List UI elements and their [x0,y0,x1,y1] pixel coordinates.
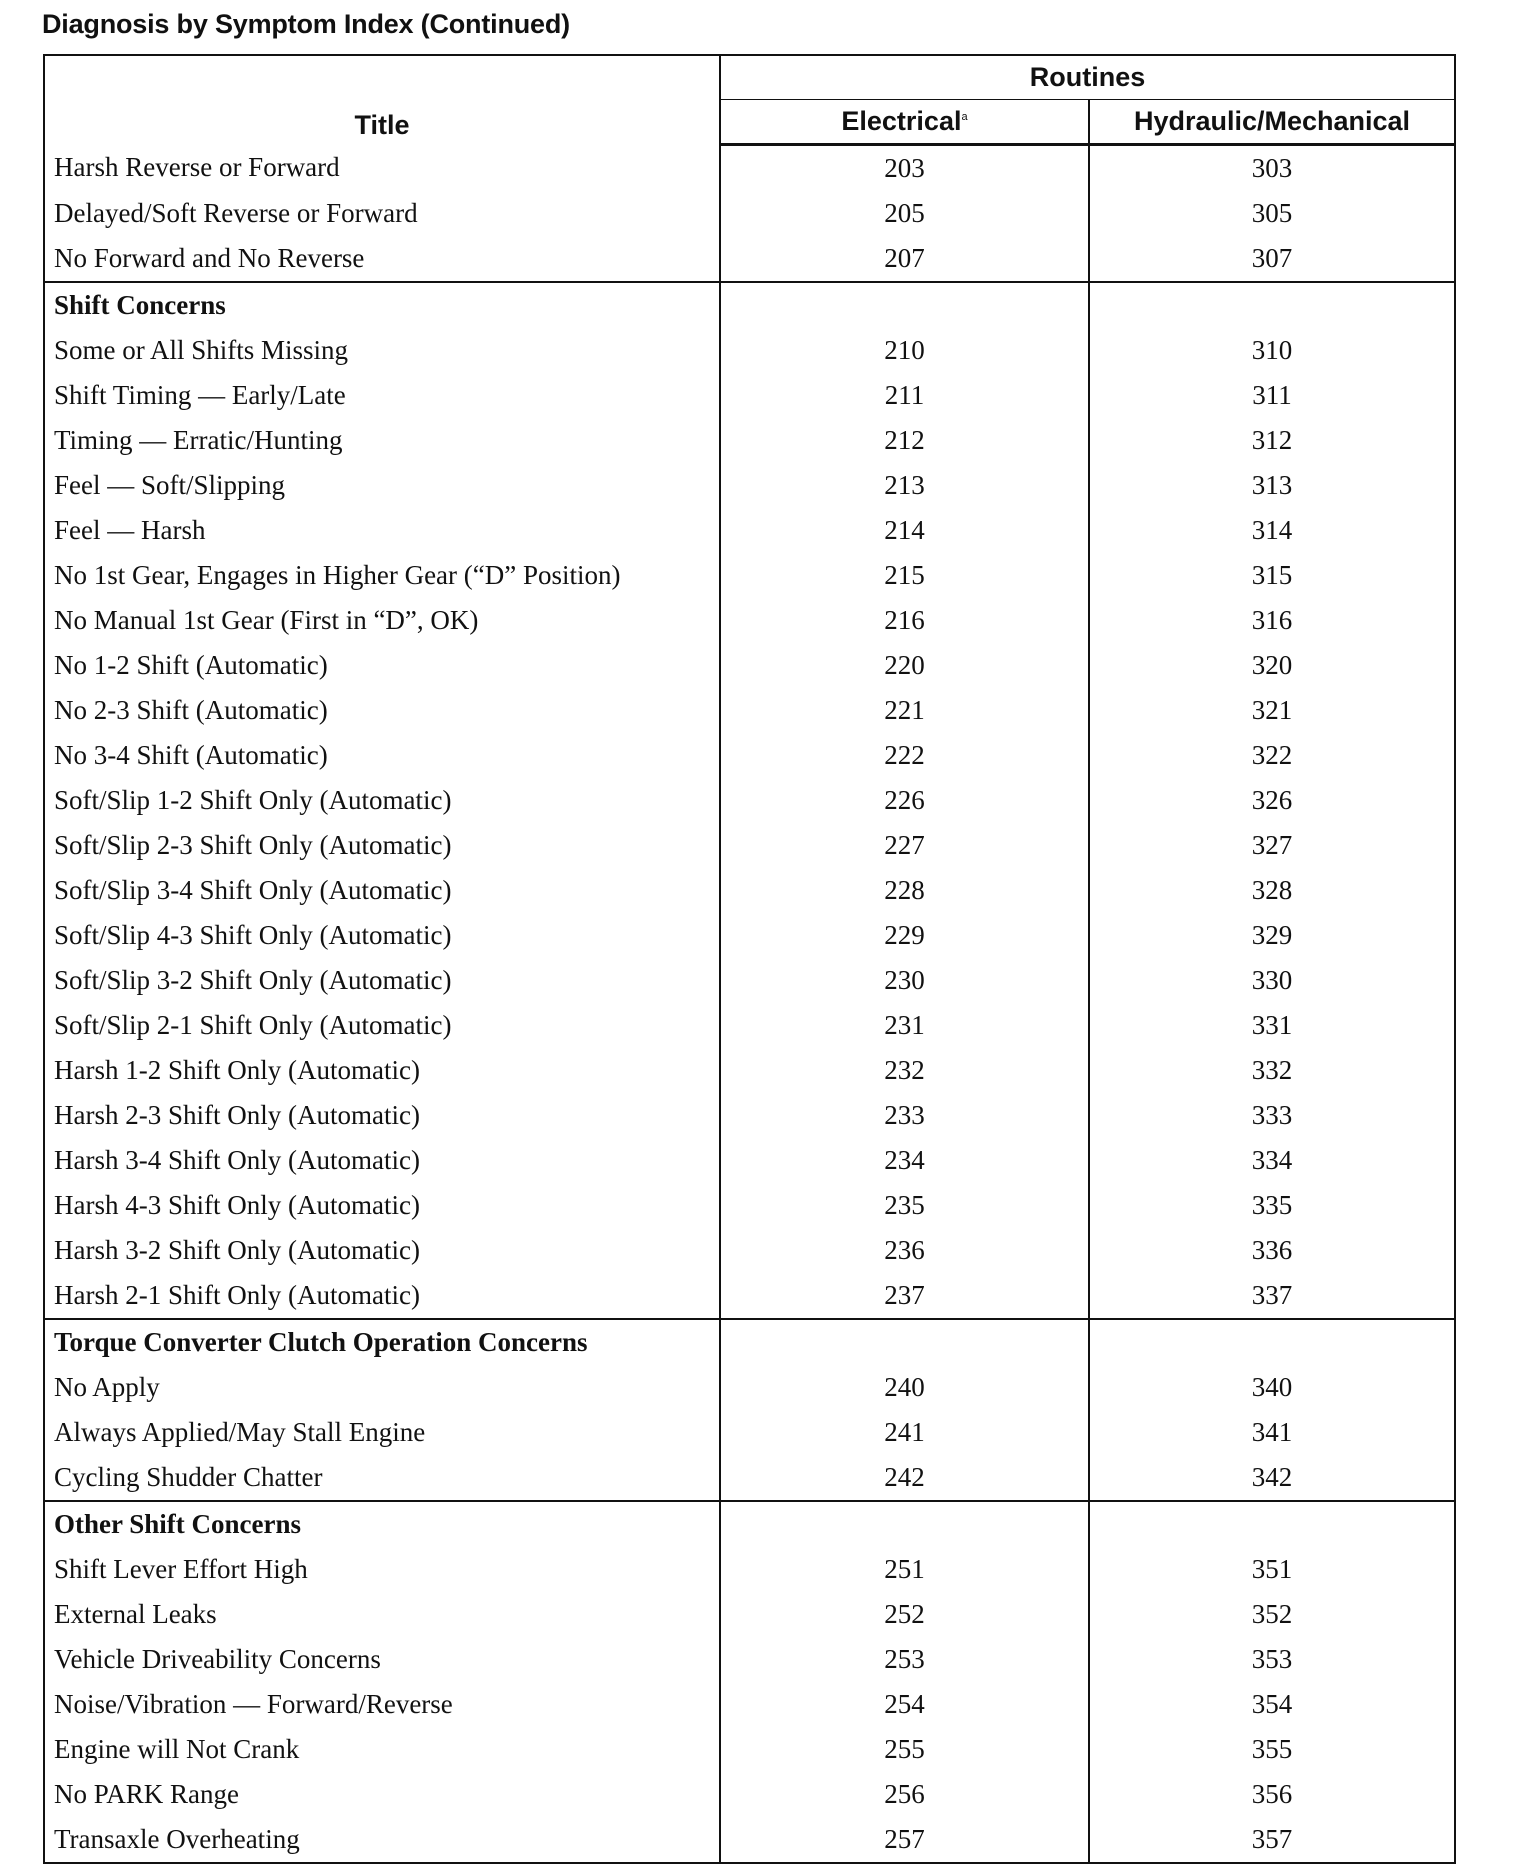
section-heading-row [44,282,1455,328]
electrical-routine-cell: 240 [720,1365,1089,1410]
electrical-routine-cell: 205 [720,191,1089,236]
electrical-routine-cell: 254 [720,1682,1089,1727]
table-row [44,643,1455,688]
hydraulic-routine-cell: 354 [1089,1682,1455,1727]
column-header-routines: Routines [720,55,1455,100]
table-row [44,418,1455,463]
electrical-routine-cell: 212 [720,418,1089,463]
empty-cell [720,282,1089,328]
electrical-routine-cell: 253 [720,1637,1089,1682]
electrical-routine-cell: 220 [720,643,1089,688]
table-row [44,1547,1455,1592]
electrical-routine-cell: 210 [720,328,1089,373]
hydraulic-routine-cell: 311 [1089,373,1455,418]
hydraulic-routine-cell: 305 [1089,191,1455,236]
empty-cell [1089,1501,1455,1547]
column-header-hydraulic: Hydraulic/Mechanical [1089,100,1455,145]
hydraulic-routine-cell: 303 [1089,145,1455,192]
symptom-title-cell: Soft/Slip 1-2 Shift Only (Automatic) [44,778,720,823]
section-heading: Other Shift Concerns [44,1501,720,1547]
hydraulic-routine-cell: 307 [1089,236,1455,282]
electrical-routine-cell: 207 [720,236,1089,282]
electrical-routine-cell: 237 [720,1273,1089,1319]
symptom-title-cell: No Manual 1st Gear (First in “D”, OK) [44,598,720,643]
hydraulic-routine-cell: 351 [1089,1547,1455,1592]
hydraulic-routine-cell: 328 [1089,868,1455,913]
table-row [44,236,1455,282]
column-header-electrical [720,100,1089,145]
electrical-routine-cell: 252 [720,1592,1089,1637]
electrical-routine-cell: 256 [720,1772,1089,1817]
hydraulic-routine-cell: 335 [1089,1183,1455,1228]
symptom-title-cell: No PARK Range [44,1772,720,1817]
table-row [44,1410,1455,1455]
table-row [44,191,1455,236]
symptom-title-cell: Transaxle Overheating [44,1817,720,1863]
electrical-routine-cell: 255 [720,1727,1089,1772]
symptom-title-cell: Harsh 4-3 Shift Only (Automatic) [44,1183,720,1228]
column-header-title: Title [44,55,720,145]
section-heading: Torque Converter Clutch Operation Concerns [44,1319,720,1365]
table-row [44,1183,1455,1228]
symptom-title-cell: Delayed/Soft Reverse or Forward [44,191,720,236]
symptom-title-cell: No 2-3 Shift (Automatic) [44,688,720,733]
table-row [44,1727,1455,1772]
electrical-routine-cell: 233 [720,1093,1089,1138]
electrical-routine-cell: 214 [720,508,1089,553]
electrical-routine-cell: 231 [720,1003,1089,1048]
table-row [44,1682,1455,1727]
hydraulic-routine-cell: 315 [1089,553,1455,598]
hydraulic-routine-cell: 326 [1089,778,1455,823]
hydraulic-routine-cell: 327 [1089,823,1455,868]
hydraulic-routine-cell: 341 [1089,1410,1455,1455]
page-title: Diagnosis by Symptom Index (Continued) [42,9,570,39]
symptom-title-cell: No Apply [44,1365,720,1410]
table-row [44,1273,1455,1319]
empty-cell [720,1501,1089,1547]
symptom-title-cell: Feel — Harsh [44,508,720,553]
electrical-routine-cell: 232 [720,1048,1089,1093]
symptom-title-cell: Harsh 2-3 Shift Only (Automatic) [44,1093,720,1138]
electrical-routine-cell: 227 [720,823,1089,868]
symptom-title-cell: Soft/Slip 3-4 Shift Only (Automatic) [44,868,720,913]
hydraulic-routine-cell: 340 [1089,1365,1455,1410]
electrical-routine-cell: 211 [720,373,1089,418]
symptom-title-cell: Soft/Slip 3-2 Shift Only (Automatic) [44,958,720,1003]
empty-cell [720,1319,1089,1365]
table-row [44,733,1455,778]
table-row [44,553,1455,598]
symptom-title-cell: Harsh 3-4 Shift Only (Automatic) [44,1138,720,1183]
hydraulic-routine-cell: 352 [1089,1592,1455,1637]
electrical-routine-cell: 230 [720,958,1089,1003]
electrical-routine-cell: 215 [720,553,1089,598]
symptom-title-cell: Timing — Erratic/Hunting [44,418,720,463]
table-row [44,598,1455,643]
table-row [44,1455,1455,1501]
table-row [44,778,1455,823]
symptom-title-cell: Soft/Slip 2-1 Shift Only (Automatic) [44,1003,720,1048]
hydraulic-routine-cell: 322 [1089,733,1455,778]
hydraulic-routine-cell: 329 [1089,913,1455,958]
electrical-routine-cell: 251 [720,1547,1089,1592]
electrical-routine-cell: 226 [720,778,1089,823]
electrical-routine-cell: 228 [720,868,1089,913]
symptom-title-cell: External Leaks [44,1592,720,1637]
symptom-title-cell: Shift Lever Effort High [44,1547,720,1592]
table-row [44,1048,1455,1093]
table-row [44,823,1455,868]
hydraulic-routine-cell: 320 [1089,643,1455,688]
hydraulic-routine-cell: 313 [1089,463,1455,508]
table-row [44,145,1455,192]
symptom-title-cell: Soft/Slip 4-3 Shift Only (Automatic) [44,913,720,958]
hydraulic-routine-cell: 355 [1089,1727,1455,1772]
hydraulic-routine-cell: 330 [1089,958,1455,1003]
table-row [44,373,1455,418]
table-row [44,508,1455,553]
electrical-routine-cell: 222 [720,733,1089,778]
section-heading: Shift Concerns [44,282,720,328]
table-header [44,55,1455,145]
table-row [44,1637,1455,1682]
section-heading-row [44,1319,1455,1365]
electrical-label: Electrical [841,106,962,136]
table-row [44,1592,1455,1637]
symptom-title-cell: Harsh 3-2 Shift Only (Automatic) [44,1228,720,1273]
table-row [44,1817,1455,1863]
electrical-routine-cell: 221 [720,688,1089,733]
hydraulic-routine-cell: 353 [1089,1637,1455,1682]
hydraulic-routine-cell: 337 [1089,1273,1455,1319]
symptom-title-cell: No 1st Gear, Engages in Higher Gear (“D” Position) [44,553,720,598]
symptom-title-cell: Harsh 2-1 Shift Only (Automatic) [44,1273,720,1319]
electrical-routine-cell: 241 [720,1410,1089,1455]
table-row [44,463,1455,508]
hydraulic-routine-cell: 333 [1089,1093,1455,1138]
symptom-title-cell: No Forward and No Reverse [44,236,720,282]
hydraulic-routine-cell: 314 [1089,508,1455,553]
symptom-title-cell: Feel — Soft/Slipping [44,463,720,508]
hydraulic-routine-cell: 332 [1089,1048,1455,1093]
symptom-title-cell: Some or All Shifts Missing [44,328,720,373]
electrical-routine-cell: 216 [720,598,1089,643]
hydraulic-routine-cell: 310 [1089,328,1455,373]
table-row [44,868,1455,913]
hydraulic-routine-cell: 316 [1089,598,1455,643]
hydraulic-routine-cell: 334 [1089,1138,1455,1183]
table-row [44,958,1455,1003]
table-row [44,1003,1455,1048]
symptom-title-cell: Engine will Not Crank [44,1727,720,1772]
electrical-routine-cell: 229 [720,913,1089,958]
table-row [44,1093,1455,1138]
hydraulic-routine-cell: 331 [1089,1003,1455,1048]
hydraulic-routine-cell: 356 [1089,1772,1455,1817]
hydraulic-routine-cell: 312 [1089,418,1455,463]
symptom-title-cell: Shift Timing — Early/Late [44,373,720,418]
electrical-routine-cell: 242 [720,1455,1089,1501]
electrical-routine-cell: 234 [720,1138,1089,1183]
symptom-index-table [43,54,1456,1864]
table-body [44,145,1455,1864]
symptom-title-cell: Soft/Slip 2-3 Shift Only (Automatic) [44,823,720,868]
empty-cell [1089,282,1455,328]
symptom-title-cell: No 1-2 Shift (Automatic) [44,643,720,688]
electrical-routine-cell: 235 [720,1183,1089,1228]
table-row [44,1365,1455,1410]
electrical-routine-cell: 236 [720,1228,1089,1273]
table-row [44,1772,1455,1817]
hydraulic-routine-cell: 336 [1089,1228,1455,1273]
hydraulic-routine-cell: 342 [1089,1455,1455,1501]
table-row [44,1138,1455,1183]
table-row [44,328,1455,373]
symptom-title-cell: Cycling Shudder Chatter [44,1455,720,1501]
hydraulic-routine-cell: 321 [1089,688,1455,733]
section-heading-row [44,1501,1455,1547]
symptom-title-cell: No 3-4 Shift (Automatic) [44,733,720,778]
hydraulic-routine-cell: 357 [1089,1817,1455,1863]
table-row [44,688,1455,733]
electrical-routine-cell: 213 [720,463,1089,508]
symptom-title-cell: Always Applied/May Stall Engine [44,1410,720,1455]
symptom-title-cell: Harsh Reverse or Forward [44,145,720,192]
symptom-title-cell: Harsh 1-2 Shift Only (Automatic) [44,1048,720,1093]
footnote-marker: a [961,111,968,123]
electrical-routine-cell: 257 [720,1817,1089,1863]
symptom-title-cell: Vehicle Driveability Concerns [44,1637,720,1682]
electrical-routine-cell: 203 [720,145,1089,192]
empty-cell [1089,1319,1455,1365]
symptom-title-cell: Noise/Vibration — Forward/Reverse [44,1682,720,1727]
table-row [44,1228,1455,1273]
table-row [44,913,1455,958]
